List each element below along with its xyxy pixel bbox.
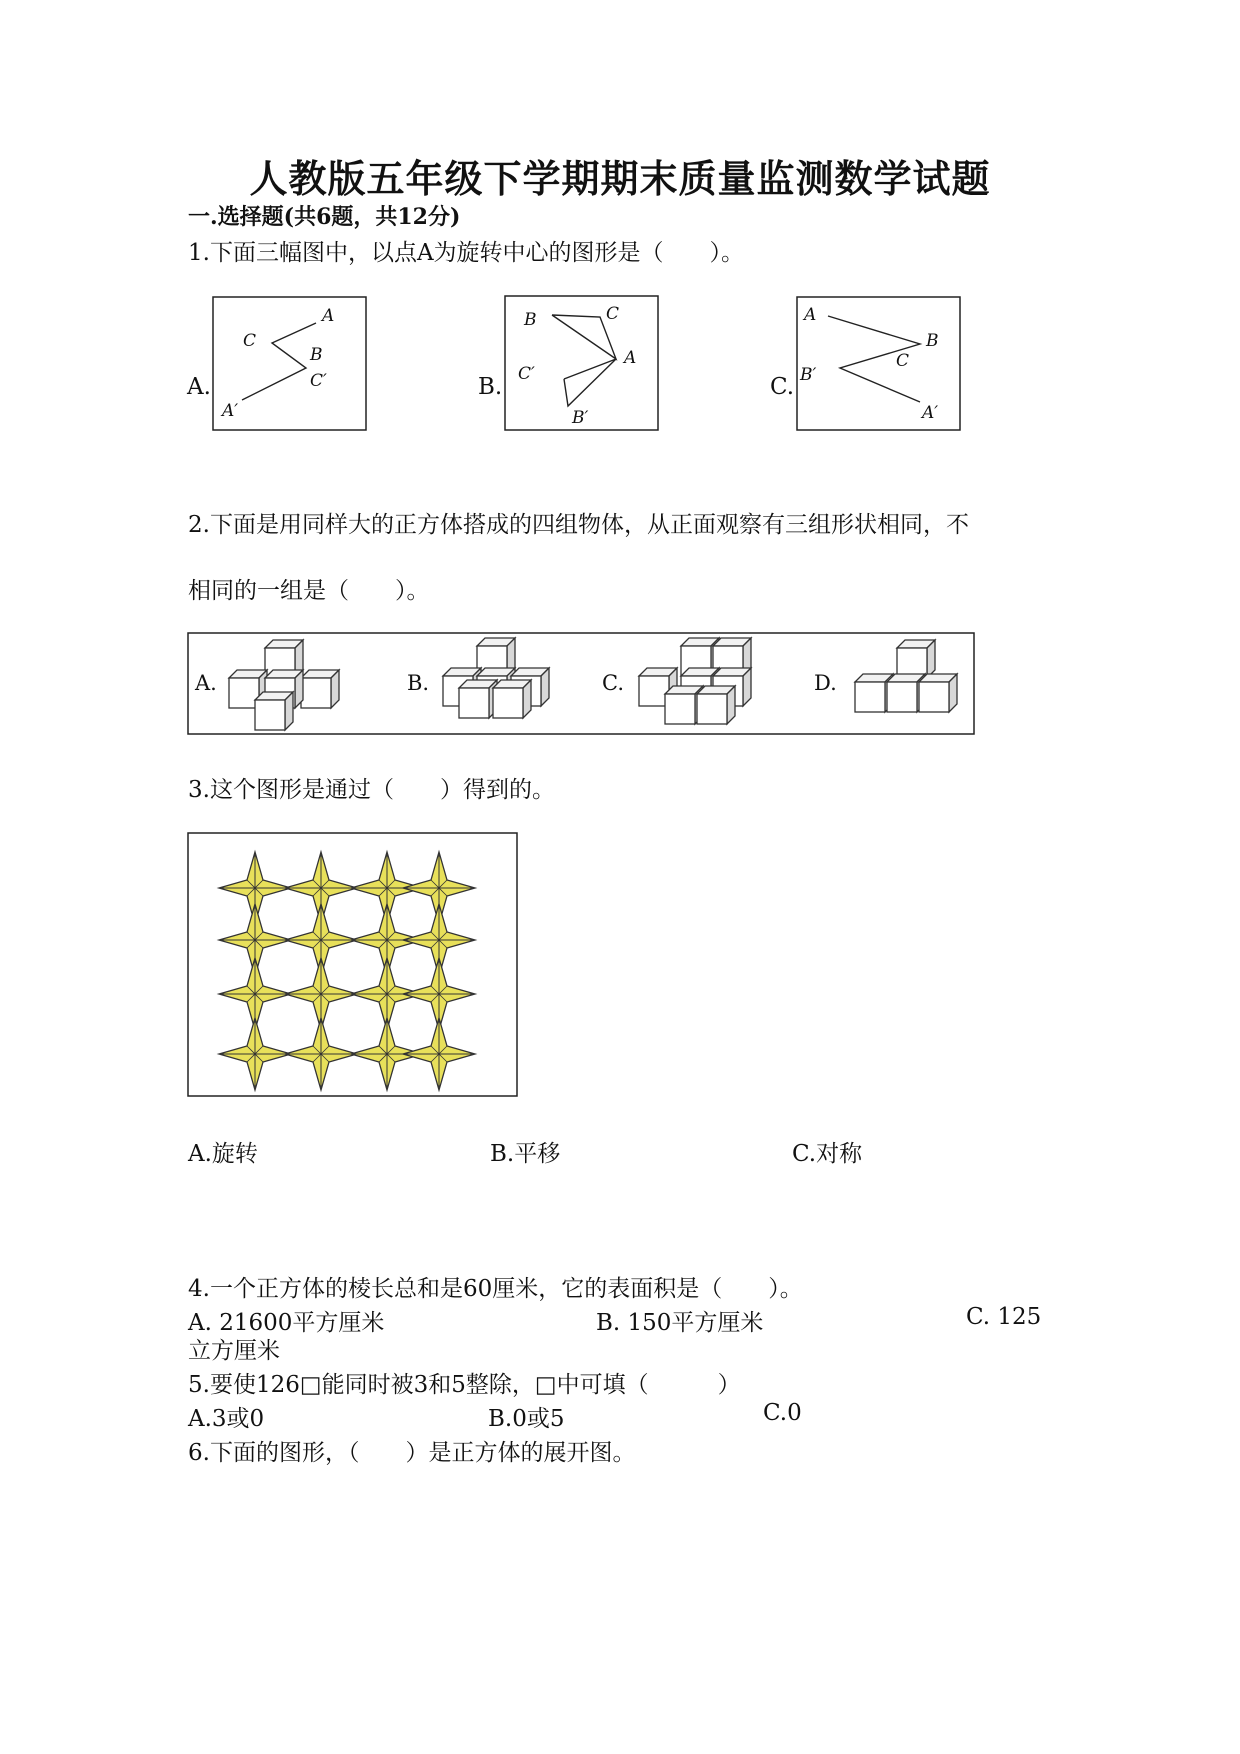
label-c-prime: C′ [310,371,327,391]
label-b-prime: B′ [572,408,589,428]
q3-option-b[interactable]: B.平移 [490,1141,561,1167]
question-3-stem: 3.这个图形是通过（ ）得到的。 [188,777,555,803]
label-a: A [624,348,637,368]
page-title: 人教版五年级下学期期末质量监测数学试题 [249,156,991,201]
label-b: B [310,345,323,365]
label-a: A [804,305,817,325]
q4-option-b[interactable]: B. 150平方厘米 [596,1310,764,1336]
q3-option-a[interactable]: A.旋转 [188,1141,258,1167]
question-1-stem: 1.下面三幅图中，以点A为旋转中心的图形是（ ）。 [188,240,745,266]
q3-option-c[interactable]: C.对称 [792,1141,863,1167]
q1-option-b[interactable]: B. [478,374,503,400]
q4-option-c-unit: 立方厘米 [188,1338,280,1364]
question-2-stem-line2: 相同的一组是（ ）。 [188,578,430,604]
q5-option-b[interactable]: B.0或5 [488,1406,565,1432]
q1-figure-c [796,296,962,432]
question-6-stem: 6.下面的图形，（ ）是正方体的展开图。 [188,1440,636,1466]
q5-option-a[interactable]: A.3或0 [188,1406,265,1432]
q1-figure-a [212,296,368,432]
label-b: B [524,310,537,330]
q1-figure-b [504,295,660,432]
label-c: C [896,351,910,371]
label-c: C [606,304,620,324]
label-b: B [926,331,939,351]
question-5-stem: 5.要使126□能同时被3和5整除，□中可填（ ） [188,1372,741,1398]
q4-option-c[interactable]: C. 125 [966,1304,1042,1330]
q1-option-a[interactable]: A. [187,374,211,400]
q2-option-a[interactable]: A. [195,671,217,695]
label-c-prime: C′ [518,364,535,384]
q1-option-c[interactable]: C. [770,374,795,400]
q5-option-c[interactable]: C.0 [763,1400,802,1426]
label-c: C [243,331,257,351]
q2-option-b[interactable]: B. [407,671,430,695]
question-4-stem: 4.一个正方体的棱长总和是60厘米，它的表面积是（ ）。 [188,1276,803,1302]
label-a-prime: A′ [222,401,239,421]
label-b-prime: B′ [800,365,817,385]
q2-option-c[interactable]: C. [602,671,624,695]
q2-cubes-figure [187,632,977,736]
label-a: A [322,306,335,326]
label-a-prime: A′ [922,403,939,423]
q3-star-pattern [187,832,519,1098]
q2-option-d[interactable]: D. [814,671,837,695]
question-2-stem-line1: 2.下面是用同样大的正方体搭成的四组物体，从正面观察有三组形状相同，不 [188,512,969,538]
q4-option-a[interactable]: A. 21600平方厘米 [188,1310,385,1336]
section-heading: 一.选择题(共6题，共12分) [188,204,461,230]
